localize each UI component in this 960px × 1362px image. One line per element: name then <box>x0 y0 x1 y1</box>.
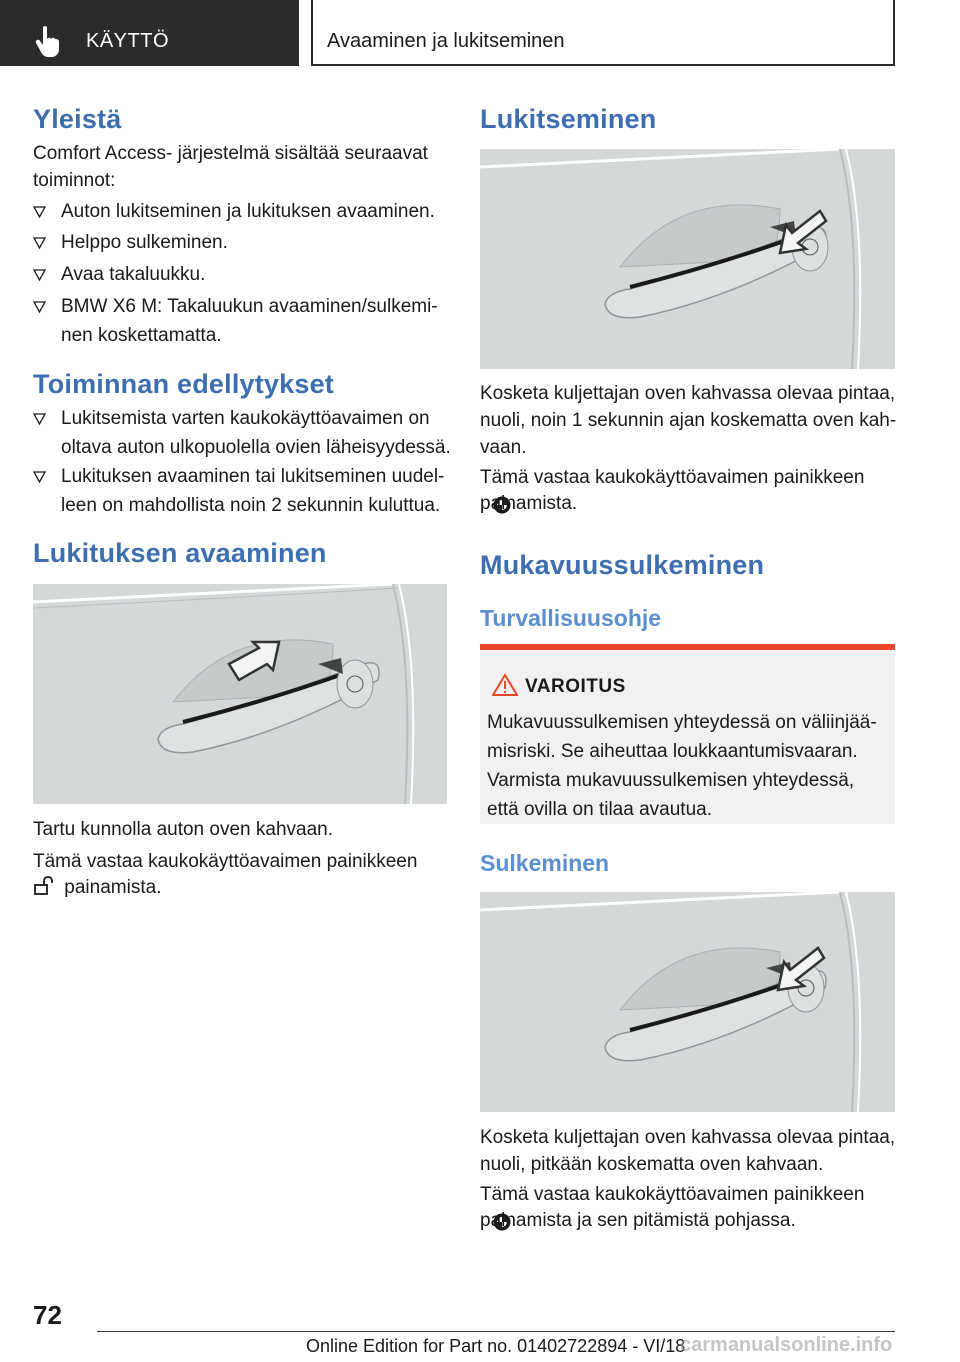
section-title: Avaaminen ja lukitseminen <box>327 30 565 52</box>
triangle-bullet-icon <box>33 269 46 281</box>
intro-line-2: toiminnot: <box>33 170 116 191</box>
warning-line: Mukavuussulkemisen yhteydessä on väliinjää- <box>487 712 877 733</box>
sulkeminen-text-3: Tämä vastaa kaukokäyttöavaimen painikkeen <box>480 1184 865 1205</box>
avaaminen-text-1: Tartu kunnolla auton oven kahvaan. <box>33 819 333 840</box>
avaaminen-text-3: painamista. <box>64 877 162 898</box>
lukitseminen-text-2: nuoli, noin 1 sekunnin ajan koskematta oven kah- <box>480 410 897 431</box>
list-item <box>33 228 447 257</box>
subheading-sulkeminen: Sulkeminen <box>480 850 610 876</box>
list-item-text: Avaa takaluukku. <box>61 264 206 285</box>
list-item <box>33 292 447 350</box>
list-item <box>33 404 453 462</box>
intro-line-1: Comfort Access- järjestelmä sisältää seuraavat <box>33 143 428 164</box>
door-handle-figure-unlock <box>33 584 447 804</box>
heading-yleista: Yleistä <box>33 104 122 134</box>
triangle-bullet-icon <box>33 206 46 218</box>
sulkeminen-text-1: Kosketa kuljettajan oven kahvassa olevaa pintaa, <box>480 1127 896 1148</box>
chapter-label: KÄYTTÖ <box>86 30 170 52</box>
subheading-turvallisuusohje: Turvallisuusohje <box>480 605 662 631</box>
list-item-text: oltava auton ulkopuolella ovien läheisyydessä. <box>61 437 451 458</box>
lukitseminen-text-1: Kosketa kuljettajan oven kahvassa olevaa pintaa, <box>480 383 896 404</box>
avaaminen-text-3-row <box>33 873 447 902</box>
lukitseminen-text-4: Tämä vastaa kaukokäyttöavaimen painikkeen <box>480 467 865 488</box>
lukitseminen-text-3: vaan. <box>480 437 527 458</box>
list-item-text: Lukitsemista varten kaukokäyttöavaimen on <box>61 408 430 429</box>
list-item-text: Auton lukitseminen ja lukituksen avaaminen. <box>61 201 435 222</box>
triangle-bullet-icon <box>33 301 46 313</box>
door-handle-illustration <box>480 149 895 369</box>
heading-edellytykset: Toiminnan edellytykset <box>33 369 334 399</box>
list-item <box>33 197 447 226</box>
warning-line: että ovilla on tilaa avautua. <box>487 799 712 820</box>
door-handle-illustration <box>33 584 447 804</box>
warning-line: misriski. Se aiheuttaa loukkaantumisvaaran. <box>487 741 858 762</box>
footer-edition: Online Edition for Part no. 01402722894 - VI/18 <box>306 1336 686 1356</box>
heading-avaaminen: Lukituksen avaaminen <box>33 538 327 568</box>
avaaminen-text-2: Tämä vastaa kaukokäyttöavaimen painikkeen <box>33 851 418 872</box>
list-item-text: nen koskettamatta. <box>61 325 222 346</box>
triangle-bullet-icon <box>33 413 46 425</box>
list-item-text: Lukituksen avaaminen tai lukitseminen uudel- <box>61 466 445 487</box>
list-item-text: Helppo sulkeminen. <box>61 232 228 253</box>
lukitseminen-text-5: painamista. <box>480 493 578 514</box>
hand-pointer-icon <box>34 24 64 58</box>
door-handle-figure-lock <box>480 149 895 369</box>
footer-divider <box>97 1331 895 1332</box>
page-number: 72 <box>33 1300 62 1330</box>
list-item <box>33 260 447 289</box>
warning-line: Varmista mukavuussulkemisen yhteydessä, <box>487 770 855 791</box>
list-item-text: leen on mahdollista noin 2 sekunnin kuluttua. <box>61 495 441 516</box>
section-header <box>311 0 895 66</box>
door-handle-figure-close <box>480 892 895 1112</box>
sulkeminen-text-2: nuoli, pitkään koskematta oven kahvaan. <box>480 1154 824 1175</box>
warning-triangle-icon <box>492 674 518 696</box>
warning-box <box>480 644 895 824</box>
door-handle-illustration <box>480 892 895 1112</box>
watermark: carmanualsonline.info <box>680 1334 893 1356</box>
sulkeminen-text-4: painamista ja sen pitämistä pohjassa. <box>480 1210 796 1231</box>
heading-mukavuussulkeminen: Mukavuussulkeminen <box>480 550 765 580</box>
triangle-bullet-icon <box>33 471 46 483</box>
chapter-tab <box>0 0 299 66</box>
unlock-icon <box>33 876 55 896</box>
list-item <box>33 462 453 520</box>
triangle-bullet-icon <box>33 237 46 249</box>
warning-title: VAROITUS <box>525 676 626 697</box>
warning-body <box>487 708 887 824</box>
list-item-text: BMW X6 M: Takaluukun avaaminen/sulkemi- <box>61 296 438 317</box>
heading-lukitseminen: Lukitseminen <box>480 104 657 134</box>
